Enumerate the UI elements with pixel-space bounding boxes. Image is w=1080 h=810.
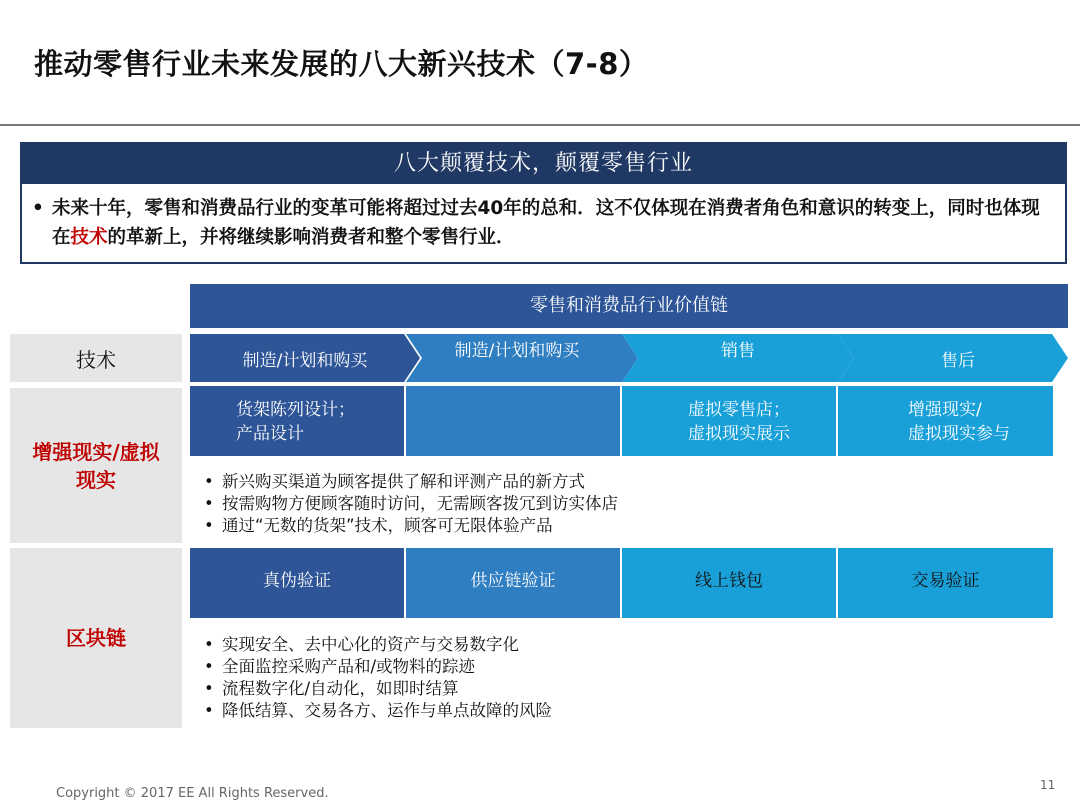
arvr-box-1-line1: 货架陈列设计； bbox=[236, 400, 355, 420]
row-label-blockchain-text: 区块链 bbox=[66, 626, 126, 650]
arvr-box-3 bbox=[622, 386, 836, 456]
value-chain-header: 零售和消费品行业价值链 bbox=[190, 284, 1068, 328]
stage-label-4: 售后 bbox=[941, 351, 975, 371]
banner-text-part2: 的革新上，并将继续影响消费者和整个零售行业． bbox=[107, 227, 515, 248]
stage-chevron-2 bbox=[406, 334, 638, 382]
blockchain-box-1: 真伪验证 bbox=[190, 548, 404, 618]
banner-heading: 八大颠覆技术，颠覆零售行业 bbox=[22, 144, 1065, 184]
stage-label-2: 制造/计划和购买 bbox=[454, 341, 580, 361]
page-title: 推动零售行业未来发展的八大新兴技术（7-8） bbox=[34, 47, 649, 81]
row-label-arvr-line2: 现实 bbox=[76, 467, 116, 492]
arvr-box-4-line1: 增强现实/ bbox=[908, 400, 982, 420]
stage-label-3: 销售 bbox=[721, 341, 755, 361]
banner-text bbox=[22, 184, 1065, 252]
arvr-box-3-line1: 虚拟零售店； bbox=[688, 400, 790, 420]
title-divider bbox=[0, 124, 1080, 126]
banner-highlight: 技术 bbox=[70, 227, 108, 248]
blockchain-box-2: 供应链验证 bbox=[406, 548, 620, 618]
stage-label-1: 制造/计划和购买 bbox=[242, 351, 368, 371]
banner-text-part1: 未来十年，零售和消费品行业的变革可能将超过过去40年的总和．这不仅体现在消费者角色和意识的转变上，同时也体现在 bbox=[52, 198, 1040, 248]
summary-banner bbox=[20, 142, 1067, 264]
list-item: • 流程数字化/自动化，如即时结算 bbox=[200, 678, 552, 700]
arvr-box-1 bbox=[190, 386, 404, 456]
arvr-box-4 bbox=[838, 386, 1053, 456]
tech-label: 技术 bbox=[76, 347, 116, 372]
blockchain-box-3: 线上钱包 bbox=[622, 548, 836, 618]
arvr-box-4-line2: 虚拟现实参与 bbox=[908, 424, 1010, 444]
row-label-blockchain bbox=[10, 548, 182, 728]
list-item: • 实现安全、去中心化的资产与交易数字化 bbox=[200, 634, 552, 656]
stage-chevron-1 bbox=[190, 334, 420, 382]
stage-chevron-4 bbox=[838, 334, 1068, 382]
row-label-arvr bbox=[10, 388, 182, 543]
bullet-dot: • bbox=[32, 198, 44, 219]
list-item: • 全面监控采购产品和/或物料的踪迹 bbox=[200, 656, 552, 678]
stage-chevron-3 bbox=[622, 334, 854, 382]
copyright-text: Copyright © 2017 EE All Rights Reserved. bbox=[56, 786, 329, 801]
list-item: • 通过“无数的货架”技术，顾客可无限体验产品 bbox=[200, 515, 618, 537]
list-item: • 按需购物方便顾客随时访问，无需顾客拨冗到访实体店 bbox=[200, 493, 618, 515]
blockchain-bullet-list bbox=[200, 634, 552, 722]
arvr-box-1-line2: 产品设计 bbox=[236, 424, 304, 444]
row-label-arvr-line1: 增强现实/虚拟 bbox=[32, 439, 160, 464]
tech-column-label bbox=[10, 334, 182, 382]
blockchain-box-4: 交易验证 bbox=[838, 548, 1053, 618]
list-item: • 降低结算、交易各方、运作与单点故障的风险 bbox=[200, 700, 552, 722]
arvr-box-3-line2: 虚拟现实展示 bbox=[688, 424, 790, 444]
arvr-bullet-list bbox=[200, 471, 618, 537]
page-number: 11 bbox=[1040, 778, 1056, 792]
list-item: • 新兴购买渠道为顾客提供了解和评测产品的新方式 bbox=[200, 471, 618, 493]
arvr-box-2 bbox=[406, 386, 620, 456]
